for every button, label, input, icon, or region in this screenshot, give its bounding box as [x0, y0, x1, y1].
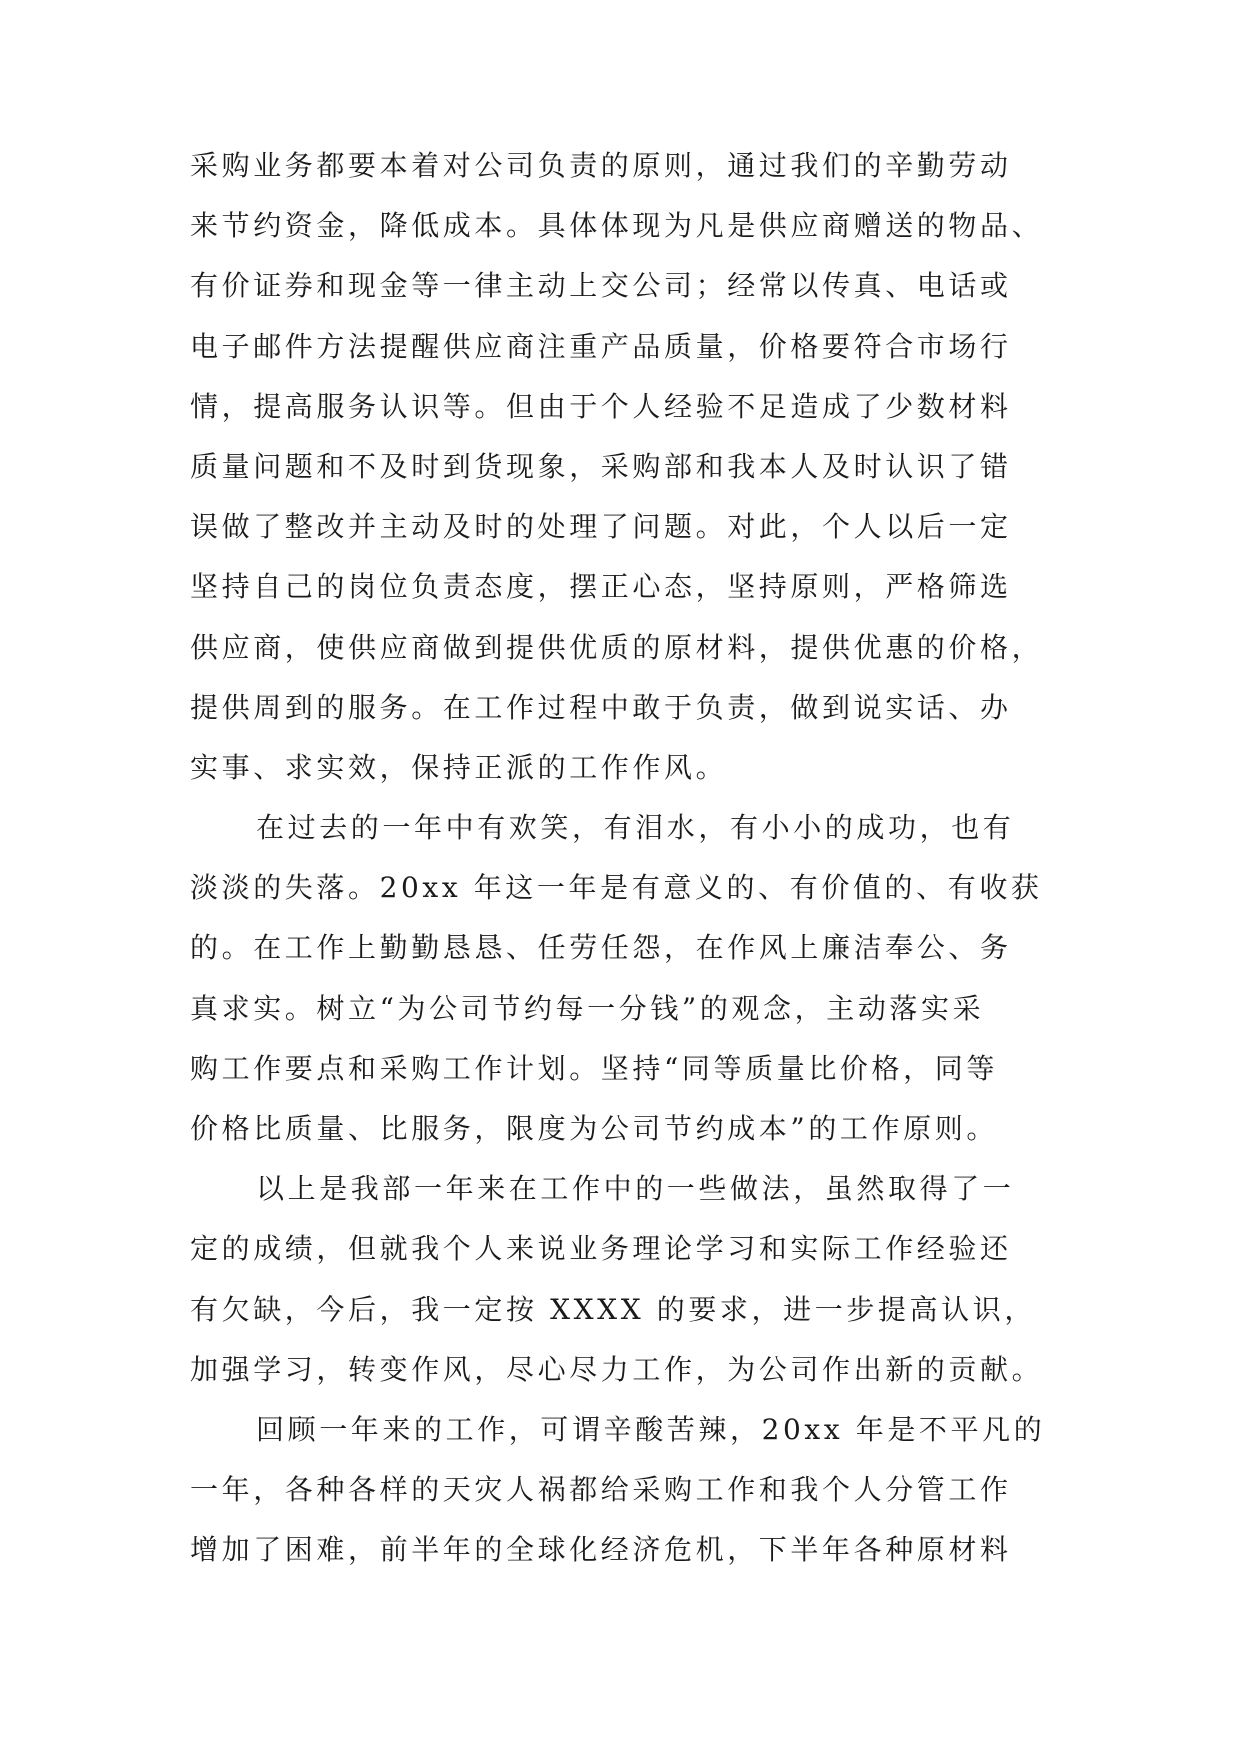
text-line: 提供周到的服务。在工作过程中敢于负责，做到说实话、办	[190, 690, 1012, 724]
text-line: 在过去的一年中有欢笑，有泪水，有小小的成功，也有	[256, 811, 1015, 845]
text-line: 价格比质量、比服务，限度为公司节约成本”的工作原则。	[190, 1112, 998, 1145]
text-line: 的。在工作上勤勤恳恳、任劳任怨，在作风上廉洁奉公、务	[190, 931, 1012, 965]
text-line: 实事、求实效，保持正派的工作作风。	[190, 750, 728, 784]
text-line: 情，提高服务认识等。但由于个人经验不足造成了少数材料	[190, 389, 1012, 423]
text-line: 增加了困难，前半年的全球化经济危机，下半年各种原材料	[190, 1533, 1012, 1567]
text-line: 加强学习，转变作风，尽心尽力工作，为公司作出新的贡献。	[190, 1352, 1044, 1386]
text-line: 供应商，使供应商做到提供优质的原材料，提供优惠的价格，	[190, 630, 1044, 664]
text-line: 真求实。树立“为公司节约每一分钱”的观念，主动落实采	[190, 991, 985, 1025]
text-line: 误做了整改并主动及时的处理了问题。对此，个人以后一定	[190, 510, 1012, 544]
text-line: 来节约资金，降低成本。具体体现为凡是供应商赠送的物品、	[190, 209, 1044, 243]
document-body	[190, 136, 1050, 1581]
text-line: 购工作要点和采购工作计划。坚持“同等质量比价格，同等	[190, 1051, 998, 1085]
text-line: 质量问题和不及时到货现象，采购部和我本人及时认识了错	[190, 449, 1012, 483]
text-line: 定的成绩，但就我个人来说业务理论学习和实际工作经验还	[190, 1232, 1012, 1266]
text-line: 有价证券和现金等一律主动上交公司；经常以传真、电话或	[190, 269, 1012, 303]
text-line: 电子邮件方法提醒供应商注重产品质量，价格要符合市场行	[190, 329, 1012, 363]
text-line: 回顾一年来的工作，可谓辛酸苦辣，20xx 年是不平凡的	[256, 1412, 1046, 1446]
text-line: 一年，各种各样的天灾人祸都给采购工作和我个人分管工作	[190, 1473, 1012, 1507]
text-line: 采购业务都要本着对公司负责的原则，通过我们的辛勤劳动	[190, 149, 1012, 182]
text-line: 淡淡的失落。20xx 年这一年是有意义的、有价值的、有收获	[190, 871, 1043, 905]
text-line: 以上是我部一年来在工作中的一些做法，虽然取得了一	[256, 1172, 1015, 1206]
text-line: 坚持自己的岗位负责态度，摆正心态，坚持原则，严格筛选	[190, 570, 1012, 604]
text-line: 有欠缺，今后，我一定按 XXXX 的要求，进一步提高认识，	[190, 1292, 1036, 1326]
